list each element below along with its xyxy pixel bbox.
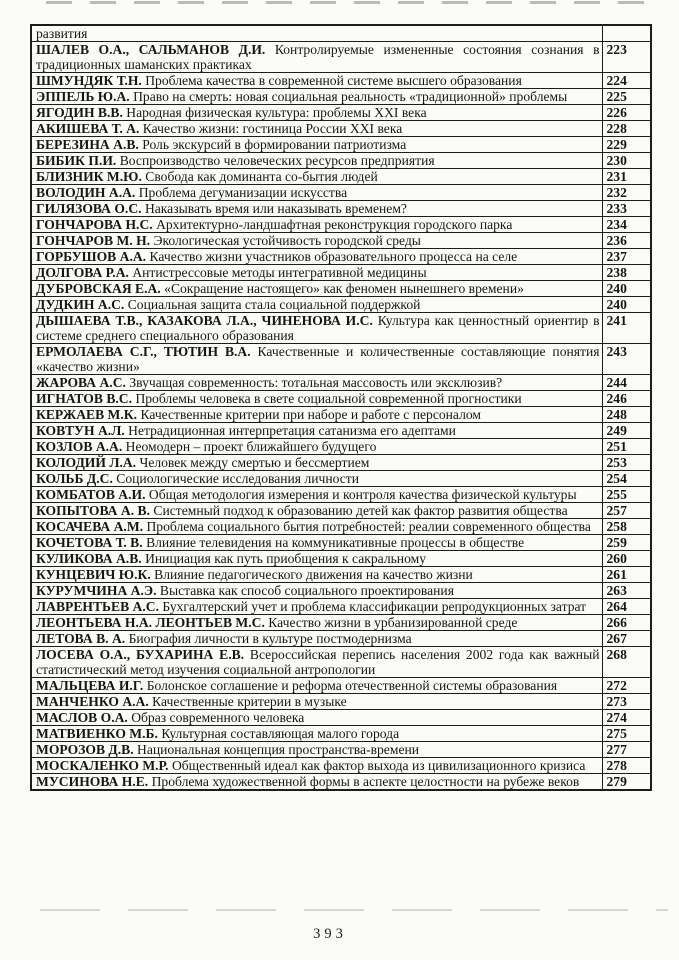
toc-entry-authors: КЕРЖАЕВ М.К. [36, 407, 141, 422]
scan-artifact-top [46, 1, 646, 4]
toc-entry [31, 73, 602, 89]
toc-entry-authors: КУРУМЧИНА А.Э. [36, 583, 160, 598]
toc-row [31, 201, 651, 217]
toc-entry-title: Экологическая устойчивость городской среды [153, 233, 421, 248]
toc-entry-title: Антистрессовые методы интегративной медицины [132, 265, 427, 280]
toc-entry-title: Архитектурно-ландшафтная реконструкция городского парка [156, 217, 513, 232]
toc-entry-title: Всероссийская перепись населения 2002 года как важный статистический метод изучения социальной антропологии [36, 647, 600, 677]
toc-entry-authors: ЛЕОНТЬЕВА Н.А. ЛЕОНТЬЕВ М.С. [36, 615, 269, 630]
toc-entry-authors: КОПЫТОВА А. В. [36, 503, 154, 518]
toc-entry [31, 42, 602, 73]
toc-entry-authors: ИГНАТОВ В.С. [36, 391, 136, 406]
toc-row [31, 599, 651, 615]
toc-entry-title: Образ современного человека [131, 710, 305, 725]
toc-entry-authors: ГОНЧАРОВА Н.С. [36, 217, 157, 232]
toc-page-number: 230 [602, 153, 651, 169]
toc-entry-authors: КУНЦЕВИЧ Ю.К. [36, 567, 155, 582]
toc-row [31, 265, 651, 281]
toc-page-number: 274 [602, 710, 651, 726]
toc-entry-authors: МУСИНОВА Н.Е. [36, 774, 152, 789]
toc-entry-authors: КОМБАТОВ А.И. [36, 487, 149, 502]
toc-entry-authors: ЕРМОЛАЕВА С.Г., ТЮТИН В.А. [36, 344, 258, 359]
toc-row [31, 742, 651, 758]
toc-entry [31, 503, 602, 519]
toc-page-number: 240 [602, 297, 651, 313]
toc-row [31, 774, 651, 791]
toc-entry-title: Бухгалтерский учет и проблема классификации репродукционных затрат [162, 599, 587, 614]
toc-entry-title: Наказывать время или наказывать временем? [144, 201, 407, 216]
toc-entry [31, 774, 602, 791]
toc-page-number: 238 [602, 265, 651, 281]
toc-entry-title: Болонское соглашение и реформа отечественной системы образования [146, 678, 558, 693]
toc-row [31, 503, 651, 519]
toc-entry-authors: БИБИК П.И. [36, 153, 120, 168]
toc-entry [31, 201, 602, 217]
toc-entry [31, 265, 602, 281]
toc-entry-authors: ГОРБУШОВ А.А. [36, 249, 150, 264]
toc-entry-authors: АКИШЕВА Т. А. [36, 121, 143, 136]
toc-entry-title: Роль экскурсий в формировании патриотизма [142, 137, 407, 152]
toc-row [31, 647, 651, 678]
toc-entry [31, 105, 602, 121]
toc-row [31, 121, 651, 137]
toc-entry-authors: ЛАВРЕНТЬЕВ А.С. [36, 599, 163, 614]
toc-page-number: 236 [602, 233, 651, 249]
toc-entry-title: Неомодерн – проект ближайшего будущего [125, 439, 377, 454]
toc-entry-title: Качество жизни: гостиница России XXI века [142, 121, 403, 136]
toc-entry-authors: ЖАРОВА А.С. [36, 375, 130, 390]
toc-page-number [602, 25, 651, 42]
footer-page-number: 393 [313, 926, 347, 942]
toc-page-number: 272 [602, 678, 651, 694]
toc-row [31, 217, 651, 233]
toc-entry-title: Культура как ценностный ориентир в системе среднего специального образования [36, 313, 600, 343]
toc-page-number: 224 [602, 73, 651, 89]
toc-entry-authors: ГОНЧАРОВ М. Н. [36, 233, 154, 248]
toc-entry [31, 678, 602, 694]
toc-row [31, 391, 651, 407]
toc-page-number: 255 [602, 487, 651, 503]
toc-row [31, 297, 651, 313]
toc-entry-authors: ДУБРОВСКАЯ Е.А. [36, 281, 165, 296]
toc-entry-title: Народная физическая культура: проблемы XXI века [126, 105, 427, 120]
toc-row [31, 551, 651, 567]
toc-entry [31, 281, 602, 297]
toc-row [31, 567, 651, 583]
toc-entry [31, 297, 602, 313]
toc-page-number: 223 [602, 42, 651, 73]
toc-entry-title: Воспроизводство человеческих ресурсов предприятия [119, 153, 435, 168]
toc-entry [31, 487, 602, 503]
toc-entry [31, 567, 602, 583]
toc-entry-title: Звучащая современность: тотальная массовость или эксклюзив? [129, 375, 503, 390]
toc-row [31, 169, 651, 185]
toc-page-number: 277 [602, 742, 651, 758]
toc-entry-authors: ДОЛГОВА Р.А. [36, 265, 133, 280]
toc-entry [31, 551, 602, 567]
toc-row [31, 25, 651, 42]
toc-entry-title: Культурная составляющая малого города [161, 726, 400, 741]
toc-entry [31, 391, 602, 407]
toc-row [31, 153, 651, 169]
toc-entry-title: Выставка как способ социального проектирования [159, 583, 454, 598]
toc-entry [31, 726, 602, 742]
toc-entry-title: Качество жизни участников образовательного процесса на селе [149, 249, 518, 264]
toc-entry [31, 599, 602, 615]
toc-entry-authors: ЭППЕЛЬ Ю.А. [36, 89, 134, 104]
scan-artifact-bottom [40, 909, 668, 911]
toc-entry-title: Национальная концепция пространства-времени [137, 742, 420, 757]
toc-entry-title: Проблема социального бытия потребностей: реалии современного общества [146, 519, 591, 534]
toc-entry [31, 375, 602, 391]
toc-entry-title: Человек между смертью и бессмертием [139, 455, 370, 470]
toc-row [31, 758, 651, 774]
toc-entry-title: Проблема художественной формы в аспекте целостности на рубеже веков [151, 774, 580, 789]
toc-page-number: 267 [602, 631, 651, 647]
toc-page-number: 266 [602, 615, 651, 631]
toc-entry-authors: ЛЕТОВА В. А. [36, 631, 129, 646]
toc-table [30, 24, 652, 791]
toc-table-body [31, 25, 651, 790]
toc-entry-title: развития [36, 26, 88, 41]
toc-row [31, 487, 651, 503]
toc-page-number: 248 [602, 407, 651, 423]
toc-entry-authors: МАТВИЕНКО М.Б. [36, 726, 162, 741]
toc-entry [31, 407, 602, 423]
toc-row [31, 471, 651, 487]
toc-page-number: 275 [602, 726, 651, 742]
toc-entry-authors: МОСКАЛЕНКО М.Р. [36, 758, 172, 773]
toc-page-number: 229 [602, 137, 651, 153]
toc-page-number: 237 [602, 249, 651, 265]
toc-page-number: 240 [602, 281, 651, 297]
toc-entry [31, 137, 602, 153]
toc-entry-title: Инициация как путь приобщения к сакральному [145, 551, 427, 566]
toc-row [31, 281, 651, 297]
toc-entry-authors: МАНЧЕНКО А.А. [36, 694, 153, 709]
toc-page-number: 279 [602, 774, 651, 791]
toc-entry [31, 169, 602, 185]
toc-row [31, 615, 651, 631]
toc-row [31, 313, 651, 344]
toc-page-number: 241 [602, 313, 651, 344]
toc-entry-authors: МОРОЗОВ Д.В. [36, 742, 138, 757]
toc-entry [31, 25, 602, 42]
toc-page-number: 234 [602, 217, 651, 233]
toc-entry [31, 471, 602, 487]
toc-entry-title: Влияние телевидения на коммуникативные процессы в обществе [146, 535, 525, 550]
toc-entry [31, 583, 602, 599]
toc-entry [31, 694, 602, 710]
toc-entry-authors: КОСАЧЕВА А.М. [36, 519, 147, 534]
toc-entry [31, 89, 602, 105]
toc-entry-authors: МАСЛОВ О.А. [36, 710, 132, 725]
toc-entry-authors: КОЧЕТОВА Т. В. [36, 535, 147, 550]
toc-page-number: 258 [602, 519, 651, 535]
toc-entry-authors: ШМУНДЯК Т.Н. [36, 73, 146, 88]
toc-entry-title: Биография личности в культуре постмодернизма [128, 631, 412, 646]
toc-entry-title: Качественные критерии в музыке [152, 694, 347, 709]
toc-row [31, 89, 651, 105]
toc-entry-authors: ДЫШАЕВА Т.В., КАЗАКОВА Л.А., ЧИНЕНОВА И.С. [36, 313, 378, 328]
toc-entry-authors: МАЛЬЦЕВА И.Г. [36, 678, 147, 693]
toc-page-number: 232 [602, 185, 651, 201]
toc-entry-authors: КОЛОДИЙ Л.А. [36, 455, 140, 470]
toc-entry-title: «Сокращение настоящего» как феномен нынешнего времени» [164, 281, 524, 296]
toc-row [31, 375, 651, 391]
toc-row [31, 455, 651, 471]
toc-row [31, 694, 651, 710]
toc-page-number: 243 [602, 344, 651, 375]
toc-entry-authors: БЕРЕЗИНА А.В. [36, 137, 143, 152]
toc-row [31, 519, 651, 535]
toc-entry-title: Общественный идеал как фактор выхода из цивилизационного кризиса [171, 758, 586, 773]
toc-entry-authors: БЛИЗНИК М.Ю. [36, 169, 146, 184]
toc-entry-title: Право на смерть: новая социальная реальность «традиционной» проблемы [133, 89, 568, 104]
toc-entry-title: Нетрадиционная интерпретация сатанизма его адептами [128, 423, 456, 438]
toc-entry-authors: ШАЛЕВ О.А., САЛЬМАНОВ Д.И. [36, 42, 275, 57]
toc-page-number: 253 [602, 455, 651, 471]
toc-row [31, 233, 651, 249]
toc-row [31, 423, 651, 439]
toc-page-number: 278 [602, 758, 651, 774]
toc-row [31, 535, 651, 551]
toc-page-number: 257 [602, 503, 651, 519]
toc-entry [31, 185, 602, 201]
toc-page-number: 251 [602, 439, 651, 455]
toc-entry [31, 344, 602, 375]
toc-page-number: 264 [602, 599, 651, 615]
toc-page-number: 228 [602, 121, 651, 137]
toc-entry-title: Качественные критерии при наборе и работе с персоналом [140, 407, 482, 422]
toc-entry-authors: КОЛЬБ Д.С. [36, 471, 117, 486]
toc-page-number: 273 [602, 694, 651, 710]
toc-entry [31, 121, 602, 137]
toc-entry-authors: ВОЛОДИН А.А. [36, 185, 139, 200]
toc-entry [31, 615, 602, 631]
toc-entry-title: Контролируемые измененные состояния сознания в традиционных шаманских практиках [36, 42, 600, 72]
toc-entry-title: Проблемы человека в свете социальной современной прогностики [135, 391, 522, 406]
toc-entry-authors: КУЛИКОВА А.В. [36, 551, 146, 566]
toc-entry-title: Качество жизни в урбанизированной среде [268, 615, 518, 630]
toc-entry [31, 249, 602, 265]
toc-entry-title: Социальная защита стала социальной поддержкой [127, 297, 421, 312]
toc-entry-authors: ДУДКИН А.С. [36, 297, 128, 312]
toc-entry-title: Общая методология измерения и контроля качества физической культуры [148, 487, 577, 502]
toc-entry [31, 742, 602, 758]
toc-page-number: 244 [602, 375, 651, 391]
toc-row [31, 105, 651, 121]
toc-entry-title: Проблема дегуманизации искусства [138, 185, 348, 200]
toc-entry [31, 647, 602, 678]
toc-entry-title: Проблема качества в современной системе высшего образования [145, 73, 522, 88]
toc-entry [31, 535, 602, 551]
toc-entry-title: Социологические исследования личности [116, 471, 360, 486]
toc-entry [31, 519, 602, 535]
toc-entry [31, 758, 602, 774]
toc-entry-authors: ЛОСЕВА О.А., БУХАРИНА Е.В. [36, 647, 250, 662]
toc-entry-title: Качественные и количественные составляющие понятия «качество жизни» [36, 344, 600, 374]
toc-page-number: 225 [602, 89, 651, 105]
toc-entry [31, 313, 602, 344]
toc-row [31, 344, 651, 375]
toc-page-number: 246 [602, 391, 651, 407]
toc-page-number: 260 [602, 551, 651, 567]
toc-page-number: 231 [602, 169, 651, 185]
toc-row [31, 407, 651, 423]
toc-entry [31, 233, 602, 249]
toc-entry-authors: ГИЛЯЗОВА О.С. [36, 201, 145, 216]
toc-entry-title: Влияние педагогического движения на качество жизни [154, 567, 473, 582]
toc-page-number: 261 [602, 567, 651, 583]
toc-entry-authors: КОВТУН А.Л. [36, 423, 129, 438]
toc-row [31, 583, 651, 599]
toc-row [31, 710, 651, 726]
toc-page-number: 226 [602, 105, 651, 121]
toc-row [31, 249, 651, 265]
toc-entry-title: Системный подход к образованию детей как фактор развития общества [153, 503, 568, 518]
toc-entry-title: Свобода как доминанта со-бытия людей [145, 169, 378, 184]
toc-page-number: 233 [602, 201, 651, 217]
toc-entry [31, 439, 602, 455]
toc-row [31, 185, 651, 201]
toc-entry [31, 455, 602, 471]
toc-page-number: 263 [602, 583, 651, 599]
toc-row [31, 137, 651, 153]
toc-entry [31, 631, 602, 647]
toc-row [31, 73, 651, 89]
toc-page-number: 259 [602, 535, 651, 551]
toc-entry [31, 153, 602, 169]
toc-entry [31, 710, 602, 726]
toc-entry [31, 217, 602, 233]
toc-row [31, 42, 651, 73]
toc-page-number: 268 [602, 647, 651, 678]
toc-entry [31, 423, 602, 439]
toc-row [31, 726, 651, 742]
toc-page-number: 254 [602, 471, 651, 487]
toc-entry-authors: ЯГОДИН В.В. [36, 105, 127, 120]
toc-row [31, 631, 651, 647]
toc-page-number: 249 [602, 423, 651, 439]
toc-entry-authors: КОЗЛОВ А.А. [36, 439, 126, 454]
toc-row [31, 678, 651, 694]
toc-row [31, 439, 651, 455]
